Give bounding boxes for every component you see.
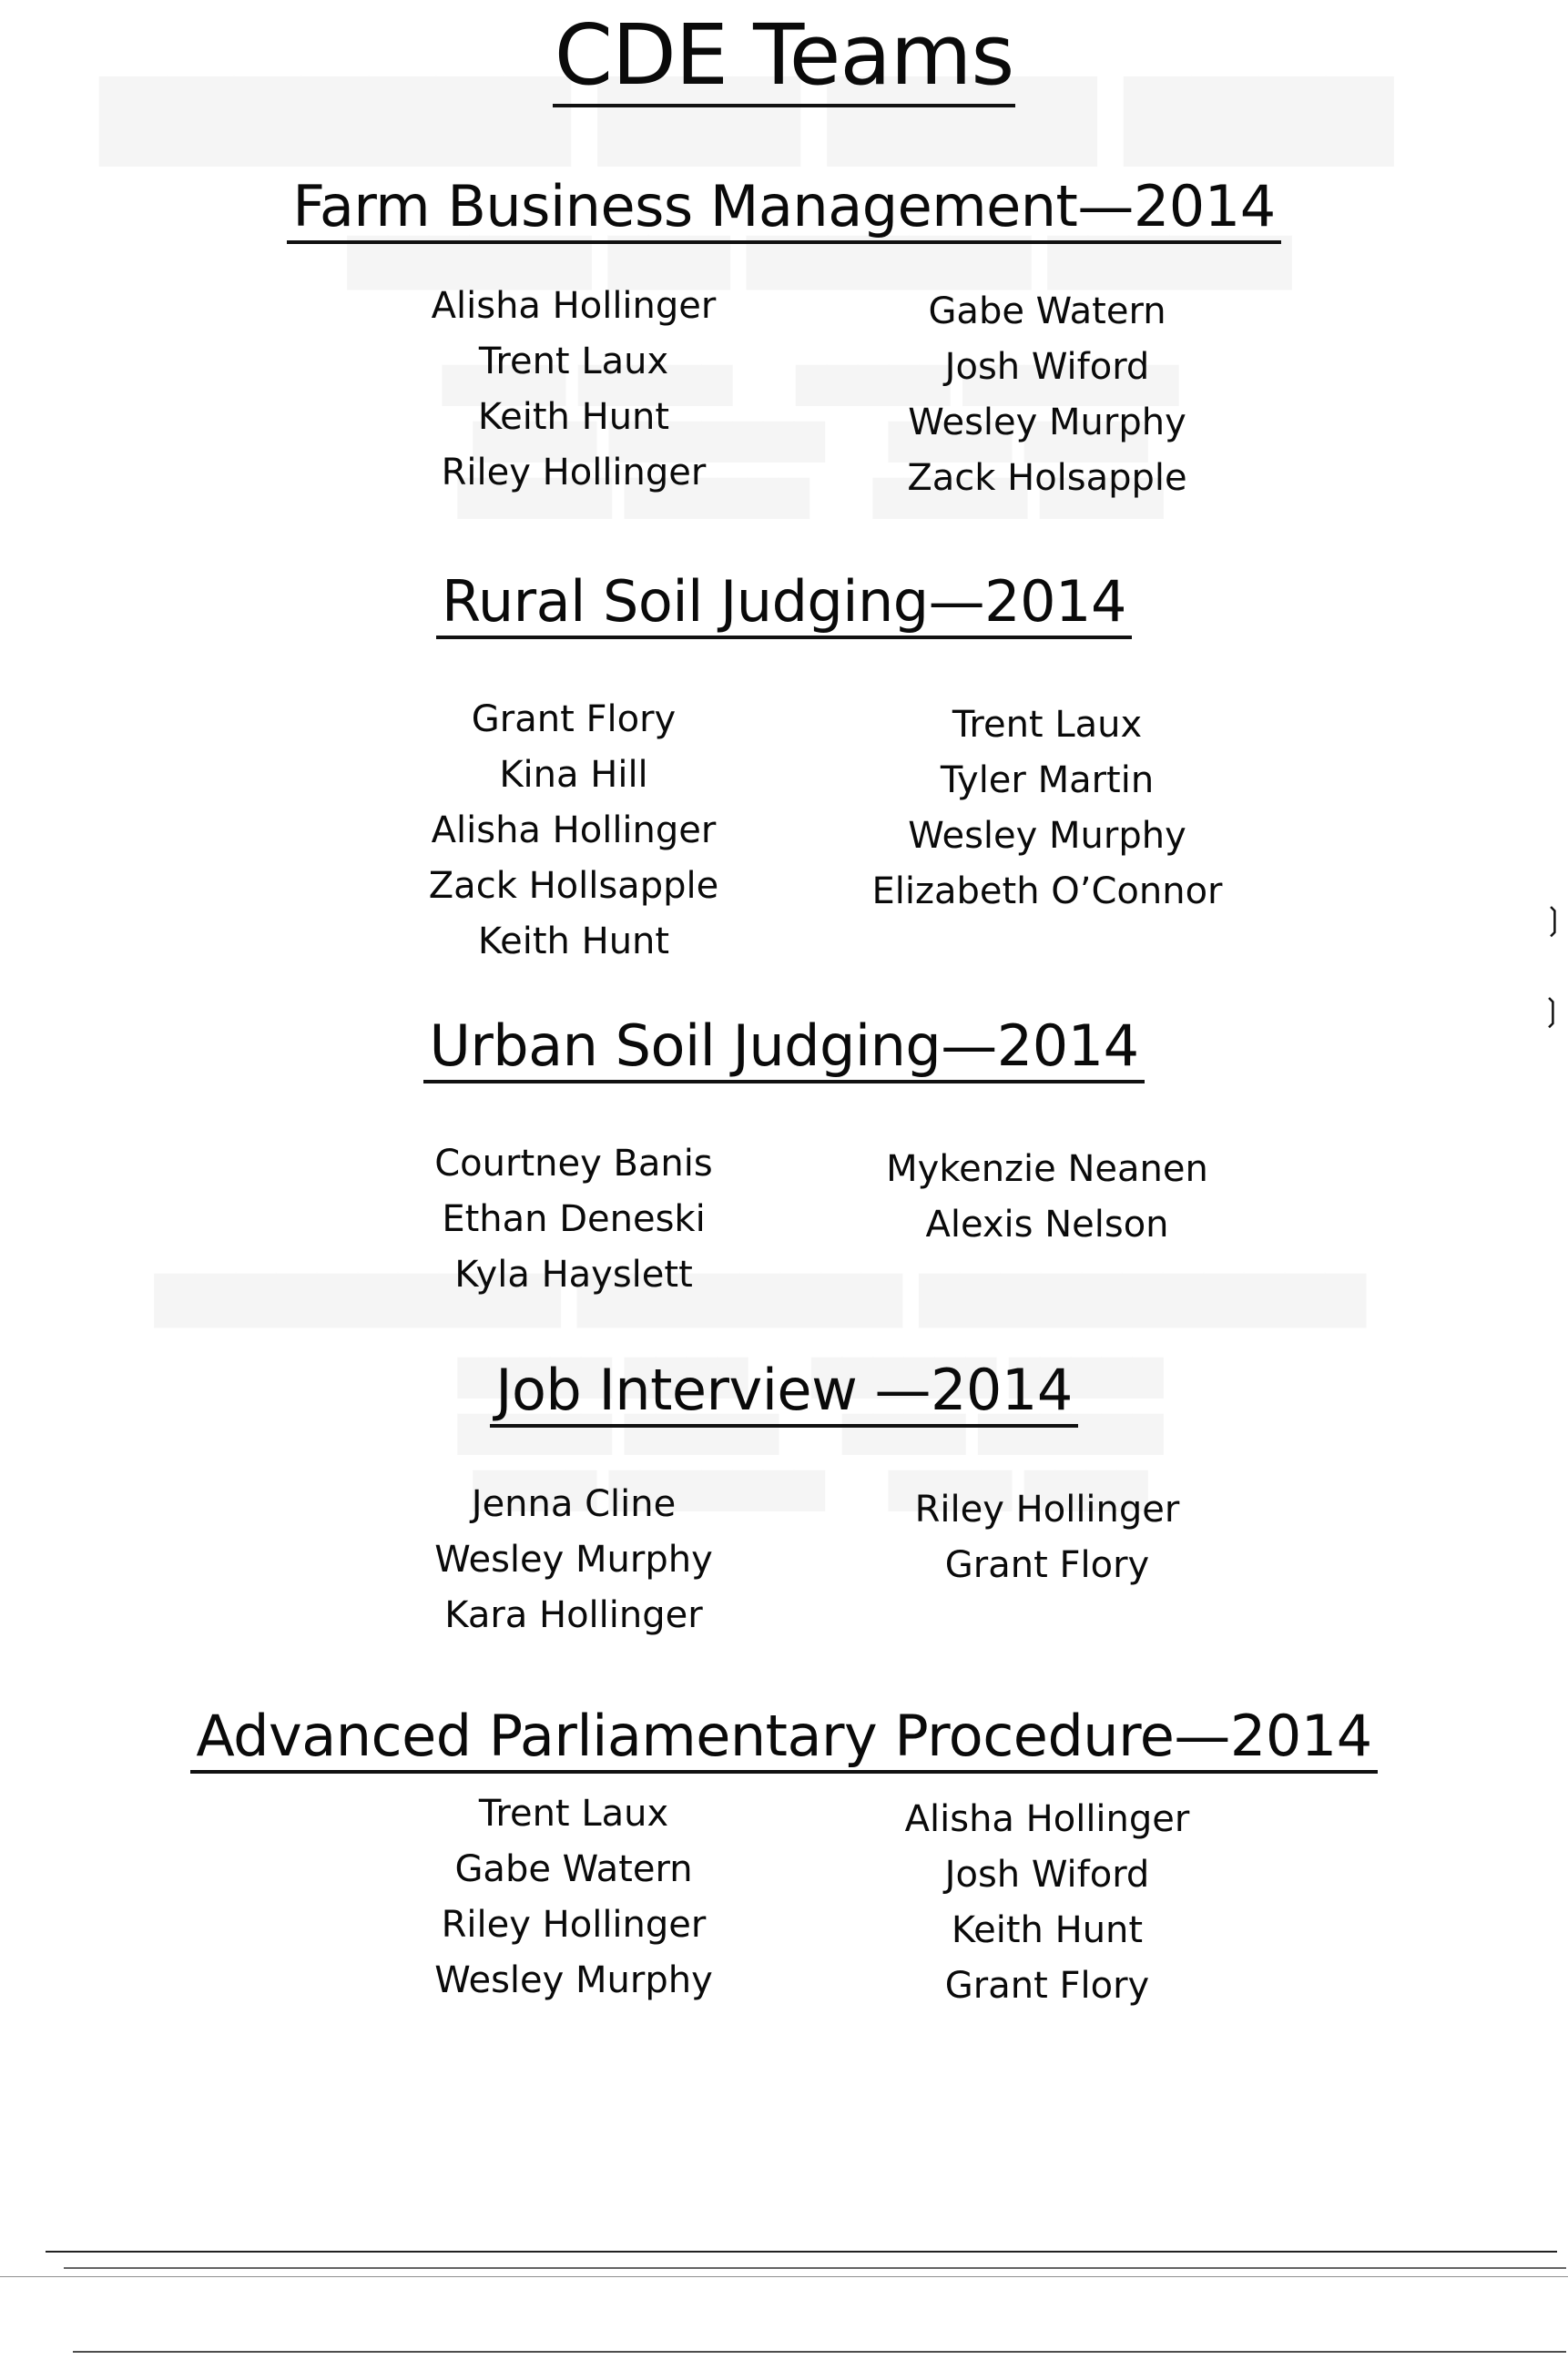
section-heading-text: Advanced Parliamentary Procedure—2014 xyxy=(190,1703,1377,1774)
page-title-text: CDE Teams xyxy=(553,6,1016,107)
team-member: Jenna Cline xyxy=(471,1483,677,1525)
team-column-left xyxy=(382,1477,765,1643)
team-column-right xyxy=(847,1142,1247,1253)
team-member: Kara Hollinger xyxy=(444,1594,703,1636)
sheet-edge-line xyxy=(73,2351,1566,2353)
team-column-left xyxy=(382,279,765,501)
team-member: Mykenzie Neanen xyxy=(886,1148,1208,1190)
section-heading xyxy=(0,566,1568,637)
section-heading xyxy=(0,1355,1568,1426)
team-member: Trent Laux xyxy=(478,341,669,382)
team-member: Wesley Murphy xyxy=(908,402,1186,443)
team-member: Keith Hunt xyxy=(477,396,670,438)
section-heading-text: Urban Soil Judging—2014 xyxy=(423,1012,1144,1083)
team-member: Josh Wiford xyxy=(944,346,1150,388)
sheet-edge-line xyxy=(64,2267,1566,2269)
team-member: Trent Laux xyxy=(952,704,1143,746)
team-member: Alisha Hollinger xyxy=(431,285,717,327)
section-heading-text: Rural Soil Judging—2014 xyxy=(436,568,1132,639)
team-member: Grant Flory xyxy=(944,1544,1150,1586)
team-member: Riley Hollinger xyxy=(441,1904,707,1946)
section-heading xyxy=(0,1701,1568,1772)
team-member: Ethan Deneski xyxy=(442,1198,706,1240)
team-member: Wesley Murphy xyxy=(434,1959,713,2001)
team-member: Courtney Banis xyxy=(434,1143,713,1185)
team-member: Gabe Watern xyxy=(454,1848,693,1890)
team-member: Tyler Martin xyxy=(940,759,1155,801)
team-member: Riley Hollinger xyxy=(914,1489,1180,1531)
sheet-edge-line xyxy=(0,2276,1568,2277)
team-member: Josh Wiford xyxy=(944,1854,1150,1896)
team-member: Keith Hunt xyxy=(477,921,670,962)
team-member: Elizabeth O’Connor xyxy=(871,870,1223,912)
team-member: Wesley Murphy xyxy=(908,815,1186,857)
team-member: Grant Flory xyxy=(471,698,677,740)
page-title xyxy=(0,5,1568,106)
team-column-left xyxy=(382,692,765,970)
team-column-right xyxy=(847,284,1247,506)
staple-mark: ❳ xyxy=(1539,992,1565,1029)
team-member: Wesley Murphy xyxy=(434,1539,713,1581)
sheet-edge-line xyxy=(46,2251,1557,2253)
team-member: Alisha Hollinger xyxy=(904,1798,1190,1840)
team-member: Zack Hollsapple xyxy=(428,865,719,907)
team-member: Trent Laux xyxy=(478,1793,669,1835)
team-member: Riley Hollinger xyxy=(441,452,707,493)
team-member: Alisha Hollinger xyxy=(431,809,717,851)
team-member: Kina Hill xyxy=(499,754,648,796)
section-heading-text: Farm Business Management—2014 xyxy=(287,173,1280,244)
team-column-left xyxy=(382,1136,765,1303)
team-member: Gabe Watern xyxy=(928,290,1166,332)
staple-mark: ❳ xyxy=(1541,901,1567,938)
section-heading xyxy=(0,171,1568,242)
section-heading-text: Job Interview —2014 xyxy=(490,1357,1078,1428)
team-member: Alexis Nelson xyxy=(925,1204,1169,1246)
team-column-left xyxy=(382,1786,765,2009)
team-column-right xyxy=(847,697,1247,920)
team-column-right xyxy=(847,1792,1247,2014)
team-member: Grant Flory xyxy=(944,1965,1150,2007)
team-column-right xyxy=(847,1482,1247,1593)
team-member: Keith Hunt xyxy=(951,1909,1144,1951)
team-member: Kyla Hayslett xyxy=(454,1254,693,1296)
section-heading xyxy=(0,1011,1568,1082)
team-member: Zack Holsapple xyxy=(907,457,1187,499)
